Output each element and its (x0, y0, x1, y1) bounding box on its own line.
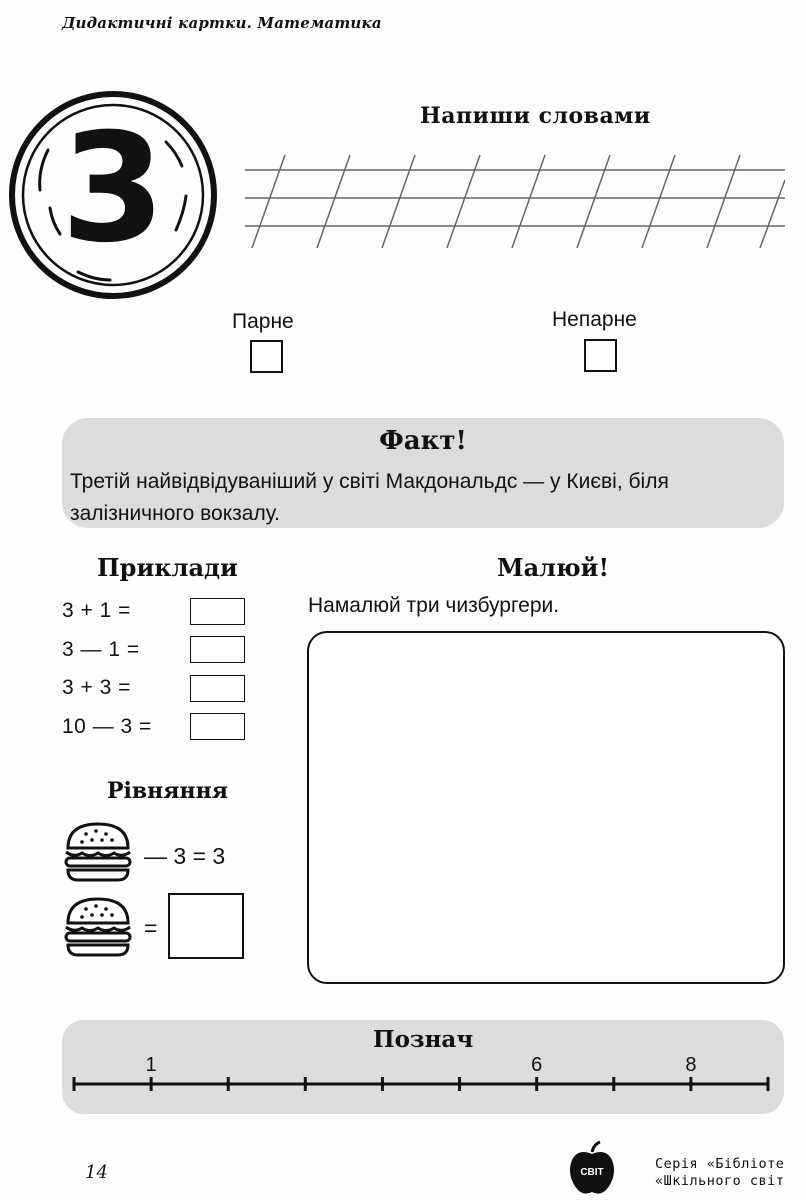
equations-title: Рівняння (107, 778, 228, 804)
example-expression: 3 — 1 = (62, 637, 140, 661)
series-line-1: Серія «Бібліоте (655, 1156, 785, 1172)
odd-label: Непарне (552, 308, 637, 331)
big-number: 3 (60, 102, 166, 276)
number-card (8, 90, 218, 300)
example-answer-box[interactable] (190, 598, 245, 625)
writing-lines[interactable] (240, 150, 785, 250)
even-label: Парне (232, 310, 294, 333)
series-line-2: «Шкільного світ (655, 1173, 785, 1189)
example-expression: 3 + 1 = (62, 599, 131, 623)
example-answer-box[interactable] (190, 675, 245, 702)
header-title: Дидактичні картки. Математика (62, 14, 382, 32)
example-row (62, 631, 245, 670)
draw-instruction: Намалюй три чизбургери. (308, 594, 560, 617)
odd-checkbox[interactable] (584, 339, 617, 372)
example-expression: 3 + 3 = (62, 676, 131, 700)
draw-title: Малюй! (497, 553, 609, 582)
example-answer-box[interactable] (190, 713, 245, 740)
number-line-label: 1 (145, 1054, 157, 1076)
logo-text: СВІТ (580, 1167, 604, 1178)
example-expression: 10 — 3 = (62, 714, 152, 738)
example-answer-box[interactable] (190, 636, 245, 663)
page-number: 14 (85, 1162, 108, 1183)
mark-panel (62, 1020, 784, 1114)
mark-title: Познач (372, 1026, 474, 1053)
burger-icon (62, 895, 134, 959)
example-row (62, 669, 245, 708)
examples-title: Приклади (97, 553, 238, 582)
series-text (655, 1156, 784, 1190)
number-line-label: 8 (685, 1054, 697, 1076)
examples-list (62, 592, 245, 746)
example-row (62, 708, 245, 747)
apple-logo-icon (568, 1140, 616, 1196)
fact-panel (62, 418, 784, 528)
equation-1: — 3 = 3 (144, 843, 226, 869)
fact-text: Третій найвідвідуваніший у світі Макдональдс — у Києві, біля залізничного вокзалу. (70, 470, 669, 525)
burger-icon (62, 820, 134, 884)
fact-title: Факт! (379, 426, 467, 456)
number-line-label: 6 (531, 1054, 543, 1076)
write-words-title: Напиши словами (420, 103, 651, 129)
equation-2: = (144, 915, 158, 941)
drawing-area[interactable] (307, 631, 785, 984)
even-checkbox[interactable] (250, 340, 283, 373)
number-line[interactable] (62, 1020, 784, 1114)
example-row (62, 592, 245, 631)
equation-answer-box[interactable] (168, 893, 244, 959)
